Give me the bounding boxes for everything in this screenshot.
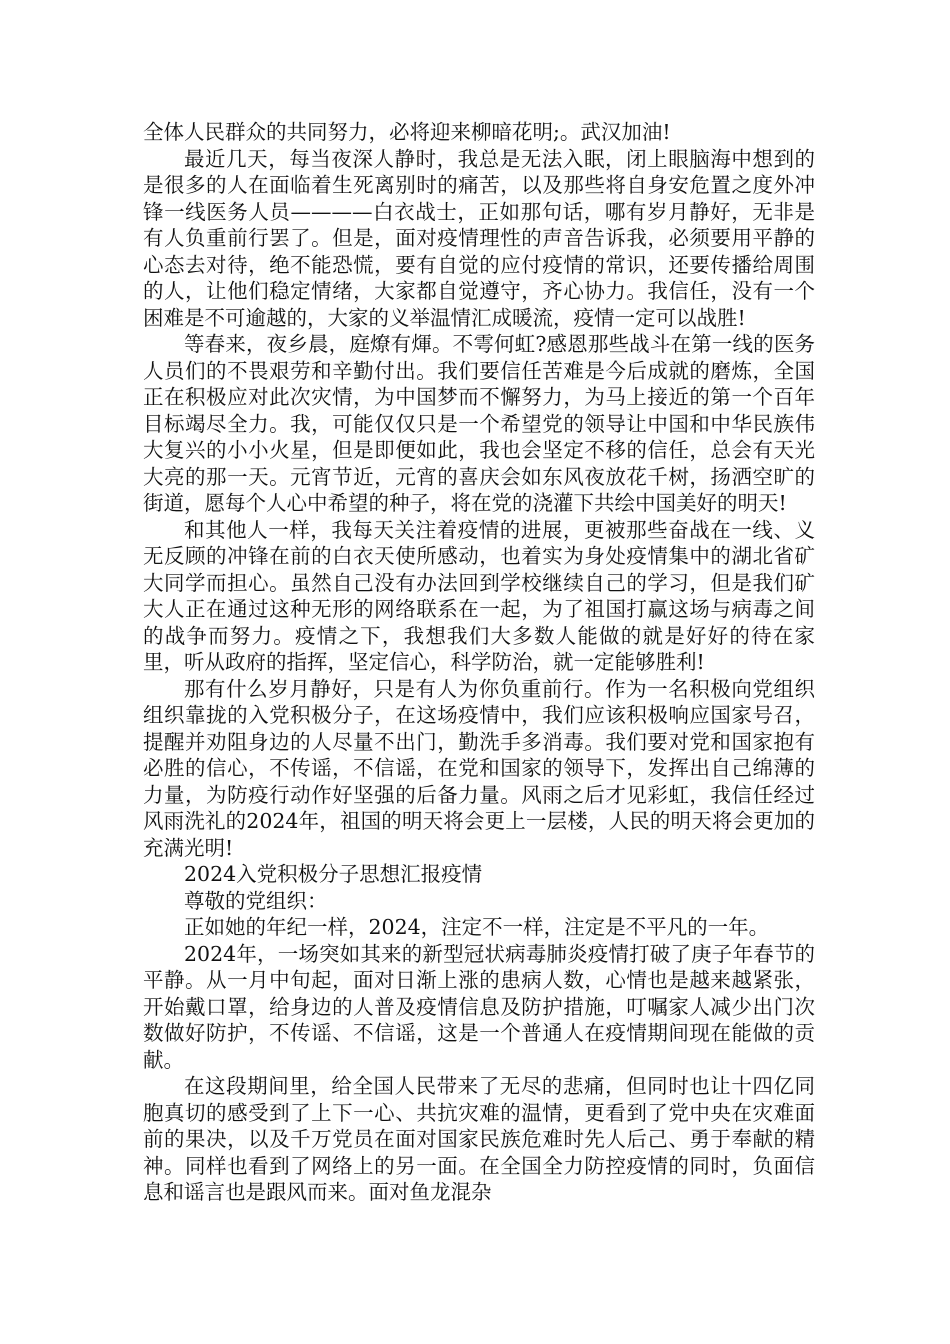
section-title: 2024入党积极分子思想汇报疫情 xyxy=(184,862,483,886)
paragraph-4: 和其他人一样，我每天关注着疫情的进展，更被那些奋战在一线、义无反顾的冲锋在前的白衣天使所感动，也着实为身处疫情集中的湖北省矿大同学而担心。虽然自己没有办法回到学校继续自己的学习，但是我们矿大人正在通过这种无形的网络联系在一起，为了祖国打赢这场与病毒之间的战争而努力。疫情之下，我想我们大多数人能做的就是好好的待在家里，听从政府的指挥，坚定信心，科学防治，就一定能够胜利! xyxy=(143,517,815,674)
paragraph-5: 那有什么岁月静好，只是有人为你负重前行。作为一名积极向党组织组织靠拢的入党积极分子，在这场疫情中，我们应该积极响应国家号召，提醒并劝阻身边的人尽量不出门，勤洗手多消毒。我们要对党和国家抱有必胜的信心，不传谣，不信谣，在党和国家的领导下，发挥出自己绵薄的力量，为防疫行动作好坚强的后备力量。风雨之后才见彩虹，我信任经过风雨洗礼的2024年，祖国的明天将会更上一层楼，人民的明天将会更加的充满光明! xyxy=(143,676,815,860)
document-page xyxy=(143,119,815,1206)
salutation: 尊敬的党组织： xyxy=(184,888,328,913)
paragraph-9: 2024年，一场突如其来的新型冠状病毒肺炎疫情打破了庚子年春节的平静。从一月中旬起，面对日渐上涨的患病人数，心情也是越来越紧张，开始戴口罩，给身边的人普及疫情信息及防护措施，叮嘱家人减少出门次数做好防护，不传谣、不信谣，这是一个普通人在疫情期间现在能做的贡献。 xyxy=(143,941,815,1072)
paragraph-10: 在这段期间里，给全国人民带来了无尽的悲痛，但同时也让十四亿同胞真切的感受到了上下一心、共抗灾难的温情，更看到了党中央在灾难面前的果决，以及千万党员在面对国家民族危难时先人后己、勇于奉献的精神。同样也看到了网络上的另一面。在全国全力防控疫情的同时，负面信息和谣言也是跟风而来。面对鱼龙混杂 xyxy=(143,1074,815,1204)
paragraph-2: 最近几天，每当夜深人静时，我总是无法入眠，闭上眼脑海中想到的是很多的人在面临着生死离别时的痛苦，以及那些将自身安危置之度外冲锋一线医务人员————白衣战士，正如那句话，哪有岁月静好，无非是有人负重前行罢了。但是，面对疫情理性的声音告诉我，必须要用平静的心态去对待，绝不能恐慌，要有自觉的应付疫情的常识，还要传播给周围的人，让他们稳定情绪，大家都自觉遵守，齐心协力。我信任，没有一个困难是不可逾越的，大家的义举温情汇成暖流，疫情一定可以战胜! xyxy=(143,146,815,330)
paragraph-8: 正如她的年纪一样，2024，注定不一样，注定是不平凡的一年。 xyxy=(184,915,770,939)
paragraph-3: 等春来，夜乡晨，庭燎有煇。不雩何虹?感恩那些战斗在第一线的医务人员们的不畏艰劳和辛勤付出。我们要信任苦难是今后成就的磨炼，全国正在积极应对此次灾情，为中国梦而不懈努力，为马上接近的第一个百年目标竭尽全力。我，可能仅仅只是一个希望党的领导让中国和中华民族伟大复兴的小小火星，但是即便如此，我也会坚定不移的信任，总会有天光大亮的那一天。元宵节近，元宵的喜庆会如东风夜放花千树，扬洒空旷的街道，愿每个人心中希望的种子，将在党的浇灌下共绘中国美好的明天! xyxy=(143,332,815,515)
paragraph-1: 全体人民群众的共同努力，必将迎来柳暗花明;。武汉加油! xyxy=(143,120,671,144)
